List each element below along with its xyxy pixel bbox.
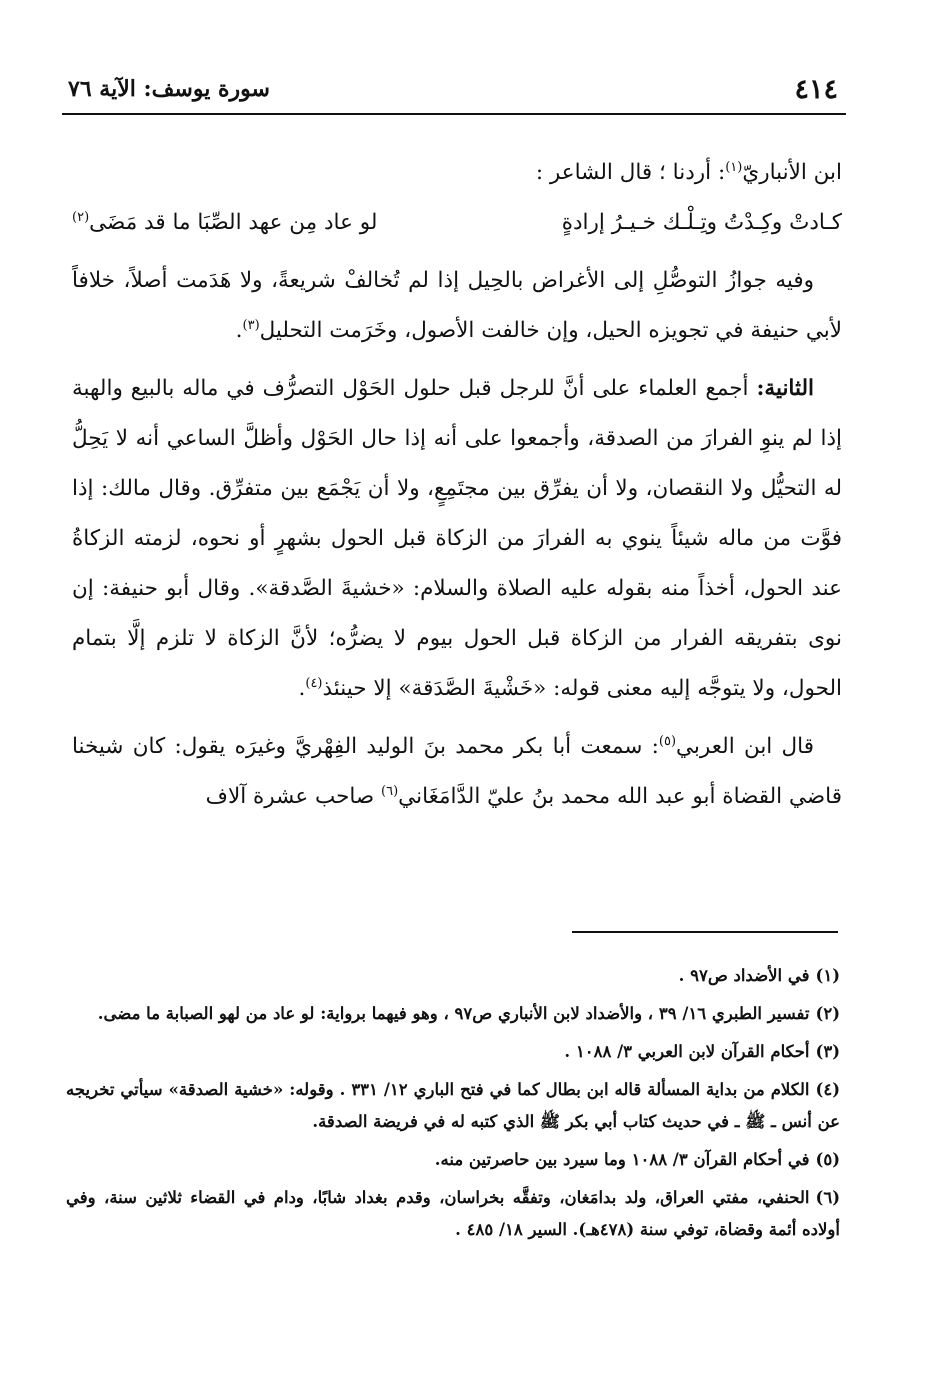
verse-first-hemistich: كـادتْ وكِـدْتُ وتِـلْـك خـيـرُ إرادةٍ xyxy=(561,210,842,235)
footnote-ref-3: (٣) xyxy=(242,317,260,333)
intro-line: ابن الأنباريّ$^{(١)}$: أردنا ؛ قال الشاعر : xyxy=(535,159,842,185)
footnote-ref-6: (٦) xyxy=(381,783,399,799)
footnote-ref-1: (١) xyxy=(725,159,743,175)
footnote-1: (١)في الأضداد ص٩٧ . xyxy=(678,966,840,985)
page-number: ٤١٤ xyxy=(794,74,838,105)
footnote-5: (٥)في أحكام القرآن ٣/ ١٠٨٨ وما سيرد بين حاصرتين منه. xyxy=(434,1150,840,1169)
paragraph-ibn-arabi: قال ابن العربي$^{(٥)}$: سمعت أبا بكر محمد بنَ الوليد الفِهْريَّ وغيرَه يقول: كان شيخنا قاضي القضاة أبو عبد الله محمد بنُ عليّ الدَّامَغَاني$^{(٦)}$ صاحب عشرة آلاف xyxy=(72,733,842,809)
section-label: الثانية: xyxy=(756,376,814,401)
footnotes xyxy=(66,960,840,1252)
poetry-verse xyxy=(72,198,842,248)
footnote-2: (٢)تفسير الطبري ١٦/ ٣٩ ، والأضداد لابن الأنباري ص٩٧ ، وهو فيهما برواية: لو عاد من لهو الصبابة ما مضى. xyxy=(97,1004,840,1023)
paragraph-permissibility: وفيه جوازُ التوصُّلِ إلى الأغراض بالحِيل إذا لم تُخالفْ شريعةً، ولا هَدَمت أصلاً، خلافاً لأبي حنيفة في تجويزه الحيل، وإن خالفت الأصول، وخَرَمت التحليل$^{(٣)}$. xyxy=(72,268,842,343)
main-text xyxy=(72,148,842,822)
paragraph-second-issue: الثانية: أجمع العلماء على أنَّ للرجل قبل حلول الحَوْل التصرُّف في ماله بالبيع والهبة إذا لم ينوِ الفرارَ من الصدقة، وأجمعوا على أنه إذا حال الحَوْل وأظلَّ الساعي أنه لا يَحِلُّ له التحيُّل ولا النقصان، ولا أن يفرِّق بين مجتَمِعٍ، ولا أن يَجْمَع بين متفرِّق. وقال مالك: إذا فوَّت من ماله شيئاً ينوي به الفرارَ من الزكاة قبل الحول بشهرٍ أو نحوه، لزمته الزكاةُ عند الحول، أخذاً منه بقوله عليه الصلاة والسلام: «خشيةَ الصَّدقة». وقال أبو حنيفة: إن نوى بتفريقه الفرار من الزكاة قبل الحول بيوم لا يضرُّه؛ لأنَّ الزكاة لا تلزم إلَّا بتمام الحول، ولا يتوجَّه إليه معنى قوله: «خَشْيةَ الصَّدَقة» إلا حينئذ$^{(٤)}$. xyxy=(72,376,842,701)
footnote-divider xyxy=(572,931,838,933)
footnote-ref-5: (٥) xyxy=(658,733,677,749)
footnote-6: (٦)الحنفي، مفتي العراق، ولد بدامَغان، وتفقَّه بخراسان، وقدم بغداد شابًا، ودام في القضاء ثلاثين سنة، وفي أولاده أئمة وقضاة، توفي سنة (٤٧٨هـ). السير ١٨/ ٤٨٥ . xyxy=(66,1188,840,1239)
header-divider xyxy=(62,113,846,115)
running-title: سورة يوسف: الآية ٧٦ xyxy=(68,76,270,102)
footnote-3: (٣)أحكام القرآن لابن العربي ٣/ ١٠٨٨ . xyxy=(564,1042,840,1061)
page-header xyxy=(62,66,846,112)
footnote-ref-4: (٤) xyxy=(305,675,323,691)
footnote-4: (٤)الكلام من بداية المسألة قاله ابن بطال كما في فتح الباري ١٢/ ٣٣١ . وقوله: «خشية الصدقة» سيأتي تخريجه عن أنس ـ ﷺ ـ في حديث كتاب أبي بكر ﷺ الذي كتبه له في فريضة الصدقة. xyxy=(66,1080,840,1131)
verse-second-hemistich: لو عاد مِن عهد الصِّبَا ما قد مَضَى$^{(٢)}$ xyxy=(72,209,378,235)
footnote-ref-2: (٢) xyxy=(72,209,90,225)
